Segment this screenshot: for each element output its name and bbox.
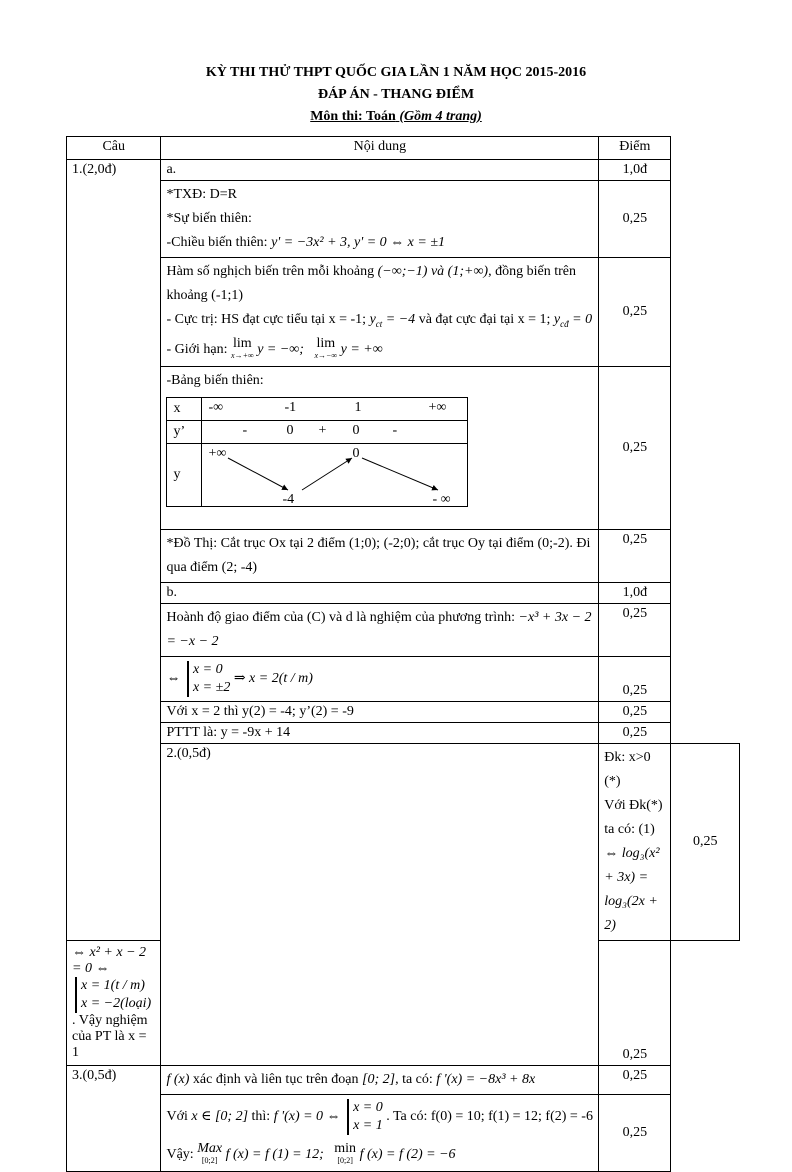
- q1-graph-score: 0,25: [599, 529, 671, 582]
- q1-extrema-text-a: - Cực trị: HS đạt cực tiểu tại x = -1;: [166, 312, 367, 327]
- q3-score-1: 0,25: [599, 1065, 671, 1094]
- q1-domain-score: 0,25: [599, 181, 671, 258]
- y-top-mid: 0: [352, 445, 360, 461]
- q2-score-2: 0,25: [599, 940, 671, 1065]
- q1-solution-b1: x = 0: [192, 661, 223, 677]
- q1-row-variation-table: [67, 366, 740, 529]
- q1-intersection-math: −x³ + 3x − 2 = −x − 2: [166, 609, 592, 649]
- q2-equation-math: ⇔ log₃(x² + 3x) = log₃(2x + 2): [604, 845, 660, 933]
- q1-part-a-score: 1,0đ: [599, 160, 671, 181]
- page-count-note: (Gồm 4 trang): [399, 109, 482, 124]
- variation-table-wrap: [166, 397, 593, 507]
- q1-limit-1-under: x→+∞: [231, 350, 254, 360]
- q1-derivative-math: y' = −3x² + 3, y' = 0 ⇔ x = ±1: [271, 235, 446, 250]
- q2-equation-text: Với Đk(*) ta có: (1): [604, 797, 663, 837]
- q1-monotonic-content: [161, 258, 599, 367]
- document-header: [0, 62, 792, 128]
- q2-label: 2.(0,5đ): [161, 743, 599, 1065]
- q1-solution-content: [161, 656, 599, 701]
- q1-variation-score: 0,25: [599, 366, 671, 529]
- variation-y-values: [202, 443, 468, 506]
- q1-limit-1-expr: y = −∞;: [257, 341, 304, 357]
- q1-part-a-label: a.: [161, 160, 599, 181]
- q2-conclusion: . Vậy nghiệm của PT là x = 1: [72, 1012, 148, 1060]
- q3-min-label: min: [334, 1140, 357, 1156]
- q1-extrema-y1: y: [369, 312, 376, 327]
- q1-tangent-score: 0,25: [599, 722, 671, 743]
- q3-conclude: Vậy:: [166, 1146, 194, 1162]
- q1-extrema-sub1: ct: [375, 318, 383, 329]
- q3-min-expr: f (x) = f (2) = −6: [359, 1146, 456, 1162]
- q1-row-intersection: [67, 603, 740, 656]
- q2-quadratic: ⇔ x² + x − 2 = 0 ⇔: [72, 944, 147, 976]
- q1-limit-label: - Giới hạn:: [166, 341, 228, 357]
- yp-sign-3: -: [392, 422, 398, 438]
- q1-monotonic-score: 0,25: [599, 258, 671, 367]
- col-content-header: Nội dung: [161, 137, 599, 160]
- subject-name: Môn thi: Toán: [310, 109, 396, 124]
- q2-root-1: x = 1(t / m): [81, 977, 145, 993]
- variation-y-label: y: [167, 443, 202, 506]
- q3-text-1: xác định và liên tục trên đoạn: [192, 1071, 359, 1087]
- q1-limit-line: [166, 336, 593, 364]
- q2-condition: Đk: x>0 (*): [604, 749, 651, 789]
- answer-key-title: ĐÁP ÁN - THANG ĐIỂM: [317, 87, 475, 102]
- x-val-1: 1: [354, 399, 362, 415]
- q1-derivative-line: [166, 231, 593, 255]
- q3-domain: x ∈ [0; 2]: [191, 1109, 249, 1125]
- q1-part-b-row: [67, 582, 740, 603]
- exam-title: KỲ THI THỬ THPT QUỐC GIA LẦN 1 NĂM HỌC 2015-2016: [205, 65, 587, 80]
- q1-part-b-score: 1,0đ: [599, 582, 671, 603]
- variation-x-values: [202, 397, 468, 420]
- q3-fx: f (x): [166, 1071, 190, 1087]
- variation-table: [166, 397, 468, 507]
- q1-extrema-val2: = 0: [572, 312, 593, 327]
- variation-x-row: [167, 397, 468, 420]
- q3-line-3: [166, 1141, 593, 1169]
- q3-content-2: [161, 1094, 599, 1171]
- q1-extrema-text-b: và đạt cực đại tại x = 1;: [418, 312, 551, 327]
- q2-content-2: [67, 940, 161, 1065]
- q3-crit-2: x = 1: [353, 1117, 383, 1133]
- variation-yp-values: [202, 420, 468, 443]
- q1-intersection-score: 0,25: [599, 603, 671, 656]
- q3-interval: [0; 2]: [362, 1071, 396, 1087]
- q1-value-content: Với x = 2 thì y(2) = -4; y’(2) = -9: [161, 701, 599, 722]
- q1-limit-1: [231, 335, 254, 362]
- q3-max-label: Max: [197, 1140, 223, 1156]
- x-val-neg-inf: -∞: [208, 399, 224, 415]
- variation-x-label: x: [167, 397, 202, 420]
- q3-max-op: [197, 1140, 223, 1167]
- q3-brace: [347, 1099, 383, 1135]
- col-score-header: Điểm: [599, 137, 671, 160]
- q1-limit-2-op: lim: [316, 335, 336, 351]
- q3-with: Với: [166, 1109, 188, 1125]
- y-bot-mid: -4: [282, 491, 295, 507]
- q1-monotonic-math: (−∞;−1) và (1;+∞): [377, 264, 489, 279]
- arrow-down-2: [362, 458, 438, 490]
- q3-max-expr: f (x) = f (1) = 12;: [225, 1146, 324, 1162]
- answer-table: [66, 136, 740, 1172]
- arrow-down-1: [228, 458, 288, 490]
- q1-part-b-label: b.: [161, 582, 599, 603]
- q1-domain-content: [161, 181, 599, 258]
- yp-zero-1: 0: [286, 422, 294, 438]
- q3-row-1: [67, 1065, 740, 1094]
- yp-sign-1: -: [242, 422, 248, 438]
- q2-content-1: [599, 743, 671, 940]
- q2-row-1: [67, 743, 740, 940]
- q3-text-2: , ta có:: [395, 1071, 433, 1087]
- q3-line-1: [166, 1068, 593, 1092]
- q2-score-1: 0,25: [671, 743, 740, 940]
- q1-row-tangent: [67, 722, 740, 743]
- y-top-left: +∞: [208, 445, 227, 461]
- q3-values: . Ta có: f(0) = 10; f(1) = 12; f(2) = -6: [386, 1109, 593, 1125]
- q1-monotonic-text-a: Hàm số nghịch biến trên mỗi khoảng: [166, 264, 375, 279]
- subject-line: [0, 106, 792, 128]
- q1-row-graph: [67, 529, 740, 582]
- q1-variation-content: [161, 366, 599, 529]
- q1-solution-score: 0,25: [599, 656, 671, 701]
- variation-arrows: [202, 444, 470, 514]
- q2-equation-line: [604, 794, 665, 938]
- q1-monotonic-line: [166, 260, 593, 308]
- q1-solution-brace: [187, 661, 230, 697]
- q1-solution-equiv: ⇔: [166, 671, 181, 687]
- q1-row-value: [67, 701, 740, 722]
- arrow-up: [302, 458, 352, 490]
- q1-monotonic-text-b: , đồng biến trên khoảng (-1;1): [166, 264, 576, 303]
- variation-yp-row: [167, 420, 468, 443]
- q1-intersection-line: [166, 606, 593, 654]
- q1-solution-result: ⇒ x = 2(t / m): [233, 671, 313, 687]
- q2-brace: [75, 977, 151, 1013]
- q3-content-1: [161, 1065, 599, 1094]
- q3-then: thì:: [251, 1109, 271, 1125]
- q1-row-domain: [67, 181, 740, 258]
- q1-graph-content: [161, 529, 599, 582]
- q1-limit-1-op: lim: [233, 335, 252, 351]
- q1-extrema-y2: y: [553, 312, 561, 327]
- q1-variation-line: *Sự biến thiên:: [166, 211, 252, 226]
- x-val-pos-inf: +∞: [428, 399, 447, 415]
- x-val-neg-1: -1: [284, 399, 297, 415]
- q1-extrema-sub2: cđ: [560, 318, 569, 329]
- q1-extrema-line: [166, 308, 593, 336]
- table-header-row: [67, 137, 740, 160]
- q1-limit-2-under: x→−∞: [314, 350, 338, 360]
- q1-label: 1.(2,0đ): [67, 160, 161, 941]
- yp-zero-2: 0: [352, 422, 360, 438]
- q3-fprime-zero: f '(x) = 0 ⇔: [273, 1109, 341, 1125]
- q3-crit-1: x = 0: [353, 1099, 383, 1115]
- col-question-header: Câu: [67, 137, 161, 160]
- variation-yp-label: y’: [167, 420, 202, 443]
- q1-limit-2: [314, 335, 338, 362]
- q3-min-under: [0;2]: [337, 1155, 353, 1165]
- q3-line-2: [166, 1099, 593, 1135]
- q3-min-op: [334, 1140, 357, 1167]
- q1-row-solution: [67, 656, 740, 701]
- q1-derivative-label: -Chiều biến thiên:: [166, 235, 268, 250]
- y-bot-right: - ∞: [432, 491, 451, 507]
- q3-derivative: f '(x) = −8x³ + 8x: [436, 1071, 536, 1087]
- q1-intersection-text: Hoành độ giao điểm của (C) và d là nghiệm của phương trình:: [166, 609, 516, 625]
- variation-y-row: [167, 443, 468, 506]
- q3-label: 3.(0,5đ): [67, 1065, 161, 1171]
- q1-value-score: 0,25: [599, 701, 671, 722]
- q1-graph-text: *Đồ Thị: Cắt trục Ox tại 2 điểm (1;0); (-2;0); cắt trục Oy tại điểm (0;-2). Đi qua điểm (2; -4): [166, 535, 591, 575]
- q2-root-2: x = −2(loại): [81, 995, 152, 1011]
- q1-intersection-content: [161, 603, 599, 656]
- q1-domain-line: *TXĐ: D=R: [166, 187, 237, 202]
- q3-max-under: [0;2]: [201, 1155, 218, 1165]
- q1-solution-b2: x = ±2: [192, 679, 231, 695]
- q1-limit-2-expr: y = +∞: [340, 341, 383, 357]
- q1-tangent-content: PTTT là: y = -9x + 14: [161, 722, 599, 743]
- q1-part-a-row: [67, 160, 740, 181]
- q3-score-2: 0,25: [599, 1094, 671, 1171]
- q1-row-monotonic: [67, 258, 740, 367]
- q1-extrema-val1: = −4: [385, 312, 416, 327]
- q3-row-2: [67, 1094, 740, 1171]
- yp-sign-2: +: [318, 422, 327, 438]
- q1-variation-table-title: -Bảng biến thiên:: [166, 372, 264, 388]
